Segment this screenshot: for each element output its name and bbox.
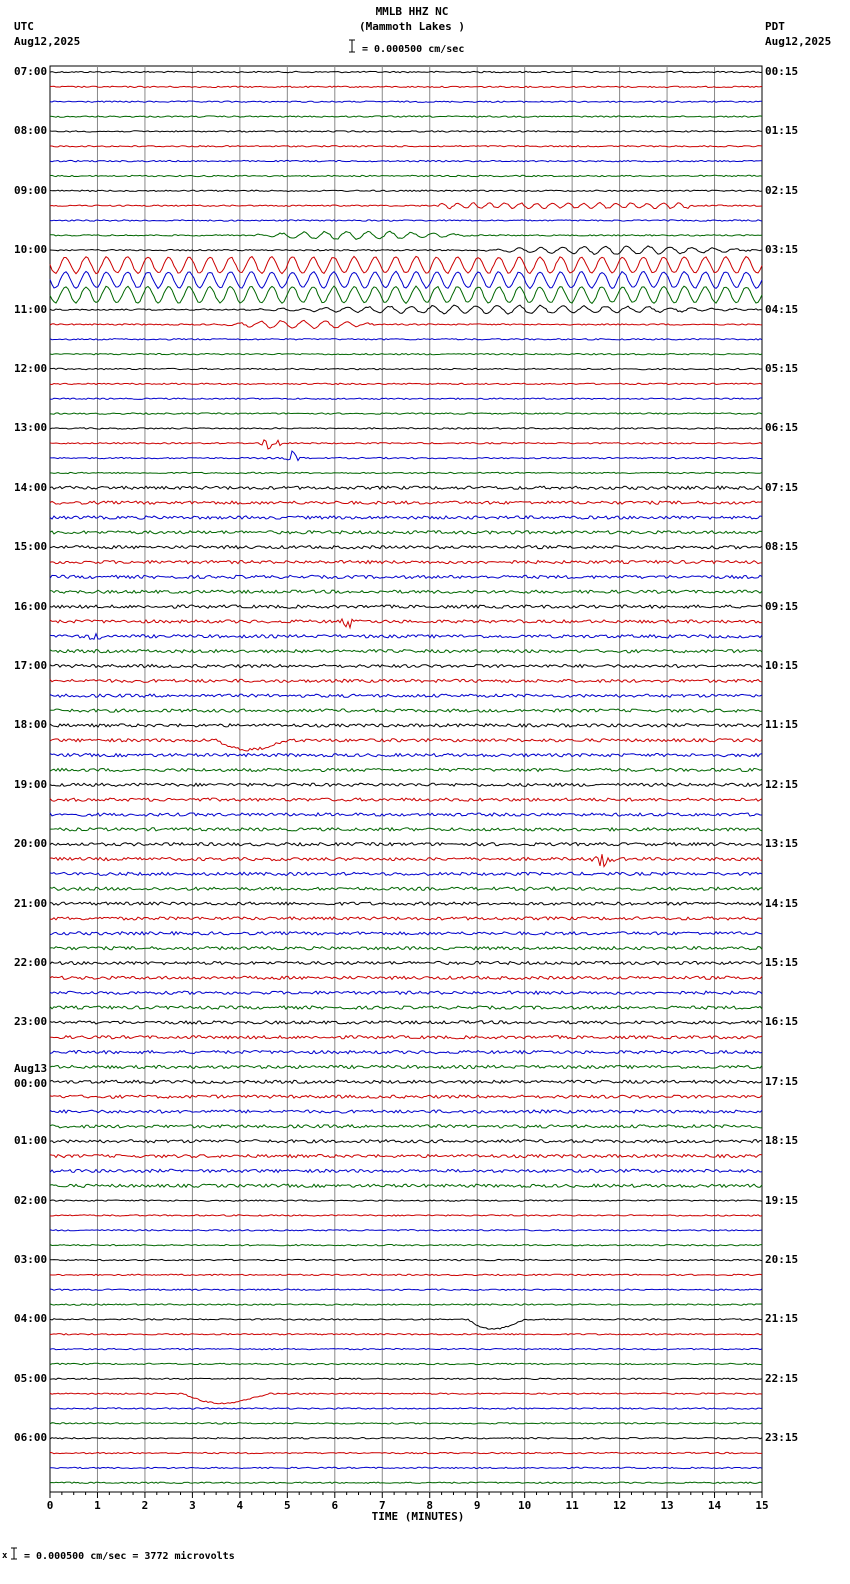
left-hour-label: 13:00: [14, 421, 48, 435]
right-hour-label: 15:15: [765, 956, 799, 969]
trace-line: [50, 146, 762, 147]
trace-line: [50, 575, 762, 578]
trace-line: [50, 440, 762, 449]
trace-line: [50, 1452, 762, 1453]
x-tick-label: 1: [94, 1499, 101, 1512]
left-hour-label: 06:00: [14, 1431, 48, 1445]
right-hour-label: 22:15: [765, 1371, 799, 1385]
trace-line: [50, 1393, 762, 1404]
trace-line: [50, 619, 762, 628]
trace-line: [50, 709, 762, 712]
trace-line: [50, 739, 762, 751]
trace-line: [50, 516, 762, 519]
left-hour-label: 02:00: [14, 1193, 48, 1207]
left-hour-label: 12:00: [14, 362, 48, 375]
trace-line: [50, 320, 762, 328]
trace-line: [50, 947, 762, 950]
trace-line: [50, 101, 762, 102]
trace-line: [50, 1080, 762, 1083]
x-axis-label: TIME (MINUTES): [371, 1510, 465, 1523]
right-hour-label: 21:15: [765, 1312, 799, 1326]
trace-line: [50, 605, 762, 608]
trace-line: [50, 768, 762, 771]
trace-line: [50, 546, 762, 549]
trace-line: [50, 246, 762, 255]
right-hour-label: 14:15: [765, 896, 799, 910]
trace-line: [50, 754, 762, 757]
right-hour-label: 05:15: [765, 362, 799, 375]
trace-line: [50, 1021, 762, 1024]
trace-line: [50, 783, 762, 786]
scale-label: = 0.000500 cm/sec: [362, 44, 465, 55]
trace-line: [50, 531, 762, 534]
right-hour-label: 03:15: [765, 243, 799, 257]
trace-line: [50, 1095, 762, 1098]
trace-line: [50, 854, 762, 866]
trace-line: [50, 1155, 762, 1158]
trace-line: [50, 413, 762, 414]
left-hour-label: 20:00: [14, 837, 48, 851]
trace-line: [50, 1259, 762, 1260]
x-tick-label: 11: [565, 1499, 579, 1512]
trace-line: [50, 1289, 762, 1290]
trace-line: [50, 961, 762, 964]
trace-line: [50, 1215, 762, 1216]
trace-line: [50, 286, 762, 303]
trace-line: [50, 1125, 762, 1128]
trace-line: [50, 1051, 762, 1054]
trace-line: [50, 1334, 762, 1335]
left-hour-label: 17:00: [14, 659, 48, 672]
trace-line: [50, 1423, 762, 1424]
trace-line: [50, 203, 762, 209]
scale-bar-icon: [349, 40, 355, 52]
trace-line: [50, 932, 762, 935]
trace-line: [50, 486, 762, 489]
trace-line: [50, 398, 762, 399]
trace-line: [50, 872, 762, 875]
right-hour-label: 00:15: [765, 65, 799, 78]
x-tick-label: 7: [378, 1499, 386, 1512]
trace-line: [50, 634, 762, 640]
trace-line: [50, 116, 762, 117]
right-hour-label: 06:15: [765, 421, 799, 435]
date-change-label: Aug13: [14, 1062, 48, 1075]
left-hour-label: 01:00: [14, 1134, 48, 1148]
trace-line: [50, 1065, 762, 1068]
trace-line: [50, 1184, 762, 1187]
x-tick-label: 4: [236, 1499, 244, 1512]
left-hour-label: 21:00: [14, 896, 48, 910]
left-hour-label: 18:00: [14, 718, 48, 732]
left-hour-label: 11:00: [14, 302, 48, 316]
trace-line: [50, 1200, 762, 1201]
trace-line: [50, 887, 762, 890]
left-hour-label: 09:00: [14, 183, 48, 197]
trace-line: [50, 1230, 762, 1231]
trace-line: [50, 561, 762, 564]
right-hour-label: 13:15: [765, 837, 799, 851]
right-hour-label: 20:15: [765, 1253, 799, 1266]
footer-scale-bar-icon: [11, 1548, 17, 1559]
trace-line: [50, 428, 762, 429]
right-hour-label: 10:15: [765, 659, 799, 672]
trace-line: [50, 472, 762, 473]
trace-line: [50, 917, 762, 920]
trace-line: [50, 1408, 762, 1409]
left-hour-label: 05:00: [14, 1371, 48, 1385]
trace-line: [50, 86, 762, 87]
left-hour-label: 07:00: [14, 65, 48, 78]
x-tick-label: 13: [660, 1499, 674, 1512]
trace-line: [50, 1319, 762, 1330]
left-hour-label: 08:00: [14, 124, 48, 138]
trace-line: [50, 383, 762, 384]
x-tick-label: 15: [755, 1499, 769, 1512]
left-date: Aug12,2025: [14, 35, 81, 48]
x-tick-label: 9: [473, 1499, 481, 1512]
trace-line: [50, 1378, 762, 1379]
x-axis: [47, 1492, 769, 1512]
trace-line: [50, 991, 762, 994]
trace-line: [50, 798, 762, 801]
trace-line: [50, 679, 762, 682]
trace-line: [50, 1467, 762, 1468]
trace-line: [50, 1482, 762, 1483]
right-hour-label: 11:15: [765, 718, 799, 732]
right-hour-label: 19:15: [765, 1193, 799, 1207]
trace-line: [50, 664, 762, 667]
x-tick-label: 2: [141, 1499, 149, 1512]
right-date: Aug12,2025: [765, 35, 832, 48]
x-tick-label: 8: [426, 1499, 434, 1512]
left-hour-label: 00:00: [14, 1076, 48, 1090]
right-hour-label: 18:15: [765, 1134, 799, 1148]
left-timezone: UTC: [14, 20, 34, 33]
right-hour-label: 07:15: [765, 480, 799, 494]
x-tick-label: 3: [189, 1499, 196, 1512]
trace-line: [50, 828, 762, 831]
x-tick-label: 6: [331, 1499, 339, 1512]
left-hour-label: 16:00: [14, 599, 48, 613]
trace-line: [50, 724, 762, 727]
seismic-traces: [50, 71, 762, 1483]
trace-line: [50, 1348, 762, 1349]
right-hour-label: 08:15: [765, 540, 799, 554]
left-hour-label: 03:00: [14, 1253, 48, 1266]
trace-line: [50, 1304, 762, 1305]
x-tick-label: 12: [612, 1499, 627, 1512]
left-hour-label: 04:00: [14, 1312, 48, 1326]
trace-line: [50, 220, 762, 221]
trace-line: [50, 131, 762, 132]
trace-line: [50, 694, 762, 697]
left-hour-label: 14:00: [14, 480, 48, 494]
trace-line: [50, 190, 762, 191]
trace-line: [50, 1245, 762, 1246]
right-hour-label: 02:15: [765, 183, 799, 197]
trace-line: [50, 339, 762, 340]
trace-line: [50, 1036, 762, 1039]
x-tick-label: 10: [518, 1499, 532, 1512]
trace-line: [50, 71, 762, 72]
trace-line: [50, 976, 762, 979]
footer-scale-note: = 0.000500 cm/sec = 3772 microvolts: [24, 1551, 235, 1562]
trace-line: [50, 160, 762, 161]
location-title: (Mammoth Lakes ): [359, 20, 465, 33]
trace-line: [50, 451, 762, 461]
trace-line: [50, 1438, 762, 1439]
trace-line: [50, 1140, 762, 1143]
trace-line: [50, 501, 762, 504]
trace-line: [50, 1363, 762, 1364]
trace-line: [50, 175, 762, 176]
right-hour-label: 23:15: [765, 1431, 799, 1445]
right-hour-label: 12:15: [765, 777, 799, 791]
left-hour-label: 23:00: [14, 1015, 48, 1029]
trace-line: [50, 650, 762, 653]
right-hour-label: 16:15: [765, 1015, 799, 1029]
trace-line: [50, 256, 762, 273]
time-grid: [50, 66, 762, 1492]
trace-line: [50, 813, 762, 816]
trace-line: [50, 368, 762, 369]
trace-line: [50, 1006, 762, 1009]
right-hour-label: 01:15: [765, 124, 799, 138]
left-hour-label: 15:00: [14, 540, 48, 554]
right-hour-label: 17:15: [765, 1074, 799, 1088]
station-title: MMLB HHZ NC: [375, 5, 449, 18]
right-hour-label: 04:15: [765, 302, 799, 316]
x-tick-label: 5: [284, 1499, 291, 1512]
x-tick-label: 0: [46, 1499, 54, 1512]
trace-line: [50, 902, 762, 905]
trace-line: [50, 1169, 762, 1172]
left-hour-label: 22:00: [14, 956, 48, 969]
trace-line: [50, 271, 762, 288]
left-hour-label: 10:00: [14, 243, 48, 257]
trace-line: [50, 305, 762, 314]
x-tick-label: 14: [707, 1499, 722, 1512]
trace-line: [50, 1274, 762, 1275]
trace-line: [50, 843, 762, 846]
trace-line: [50, 1110, 762, 1113]
right-hour-label: 09:15: [765, 599, 799, 613]
trace-line: [50, 231, 762, 239]
left-hour-label: 19:00: [14, 777, 48, 791]
plot-frame: [50, 66, 762, 1492]
trace-line: [50, 354, 762, 355]
footer-marker: x: [2, 1551, 8, 1561]
right-timezone: PDT: [765, 20, 785, 33]
trace-line: [50, 590, 762, 593]
